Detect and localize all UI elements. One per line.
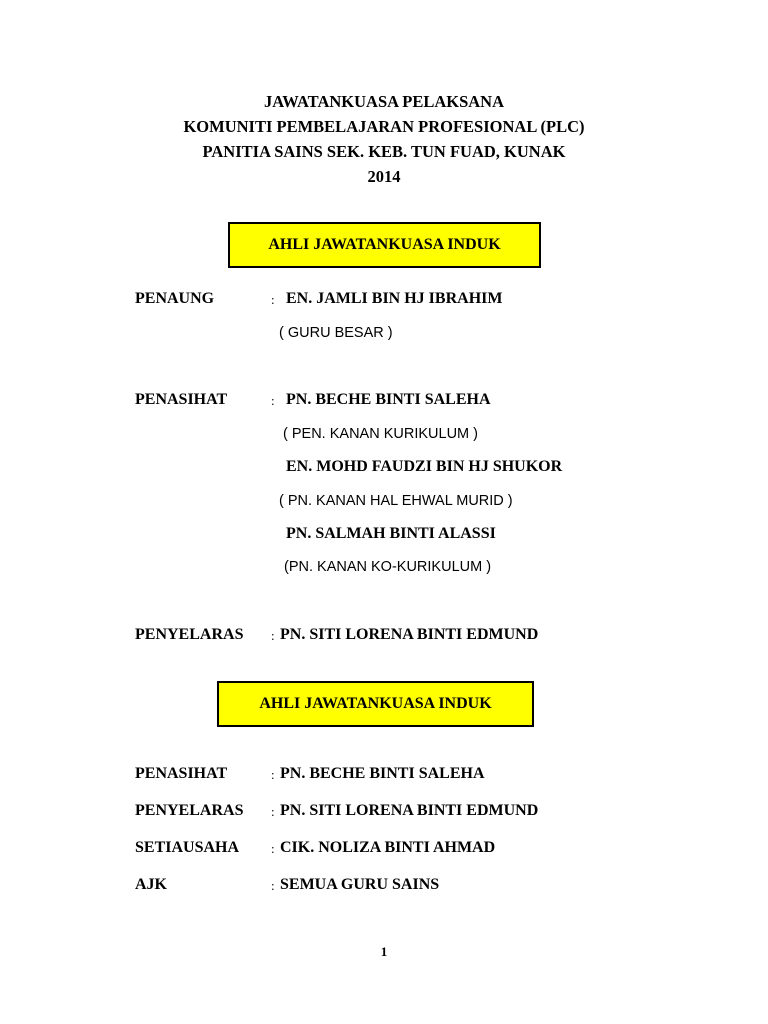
document-title-year: 2014	[367, 167, 401, 186]
document-title-line-1: JAWATANKUASA PELAKSANA	[263, 92, 505, 111]
penyelaras-name: PN. SITI LORENA BINTI EDMUND	[280, 626, 539, 643]
penasihat-name-2: EN. MOHD FAUDZI BIN HJ SHUKOR	[286, 458, 563, 475]
penasihat-role-1: ( PEN. KANAN KURIKULUM )	[283, 426, 478, 442]
row-colon-penasihat: :	[271, 767, 275, 782]
row-colon-setiausaha: :	[271, 841, 275, 856]
page-number: 1	[380, 944, 388, 959]
penyelaras-label: PENYELARAS	[135, 626, 244, 643]
row-colon-ajk: :	[271, 878, 275, 893]
section-heading-box	[228, 222, 541, 268]
penasihat-label: PENASIHAT	[135, 391, 228, 408]
section-heading-text-2: AHLI JAWATANKUASA INDUK	[259, 695, 492, 712]
document-title-line-3: PANITIA SAINS SEK. KEB. TUN FUAD, KUNAK	[202, 142, 566, 161]
row-value-penasihat: PN. BECHE BINTI SALEHA	[280, 765, 485, 782]
penaung-role: ( GURU BESAR )	[279, 325, 393, 341]
row-label-ajk: AJK	[135, 876, 167, 893]
penasihat-name-1: PN. BECHE BINTI SALEHA	[286, 391, 491, 408]
penaung-name: EN. JAMLI BIN HJ IBRAHIM	[286, 290, 503, 307]
penaung-label: PENAUNG	[135, 290, 215, 307]
row-label-penasihat: PENASIHAT	[135, 765, 228, 782]
row-label-setiausaha: SETIAUSAHA	[135, 839, 240, 856]
penasihat-role-3: (PN. KANAN KO-KURIKULUM )	[284, 559, 492, 575]
section-heading-text: AHLI JAWATANKUASA INDUK	[268, 236, 501, 253]
penaung-colon: :	[271, 292, 275, 307]
section-heading-box-2	[217, 681, 534, 727]
penasihat-role-2: ( PN. KANAN HAL EHWAL MURID )	[279, 493, 513, 509]
row-value-setiausaha: CIK. NOLIZA BINTI AHMAD	[280, 839, 496, 856]
row-value-ajk: SEMUA GURU SAINS	[280, 876, 440, 893]
document-title-line-2: KOMUNITI PEMBELAJARAN PROFESIONAL (PLC)	[183, 117, 585, 136]
penasihat-colon: :	[271, 393, 275, 408]
row-colon-penyelaras: :	[271, 804, 275, 819]
row-label-penyelaras: PENYELARAS	[135, 802, 244, 819]
penyelaras-colon: :	[271, 628, 275, 643]
penasihat-name-3: PN. SALMAH BINTI ALASSI	[286, 525, 496, 542]
row-value-penyelaras: PN. SITI LORENA BINTI EDMUND	[280, 802, 539, 819]
